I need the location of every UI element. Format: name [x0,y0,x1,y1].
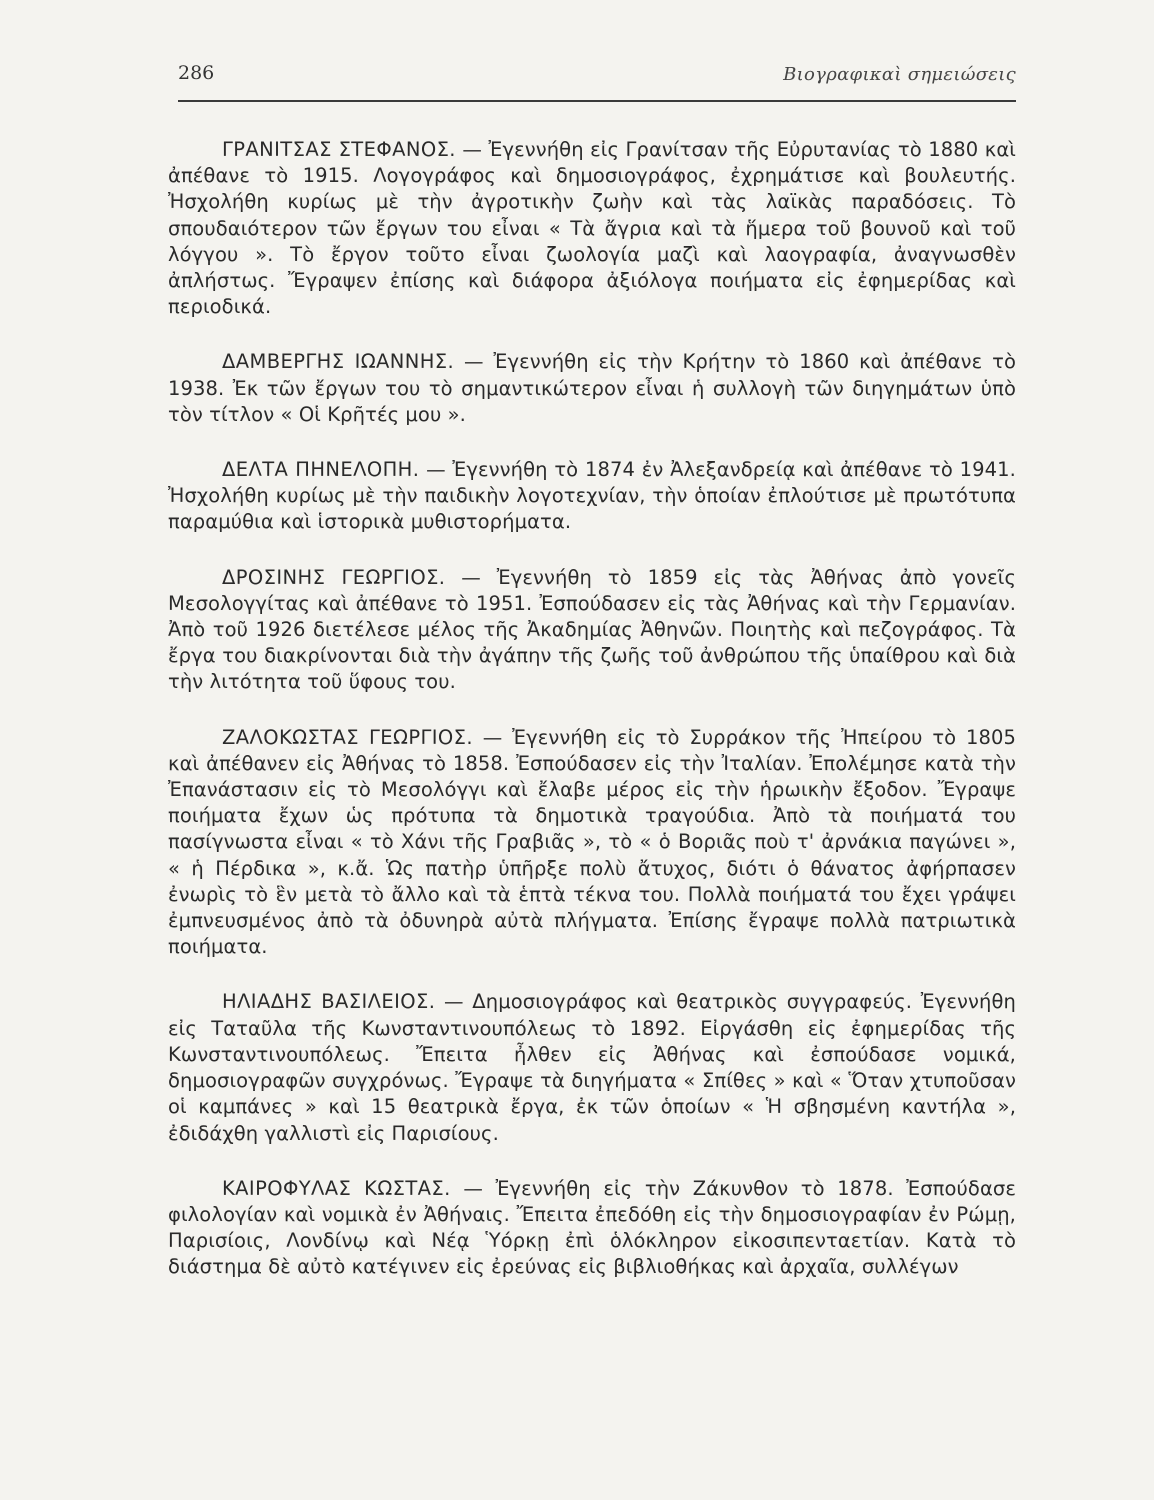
entry-text: — Ἐγεννήθη εἰς τὴν Κρήτην τὸ 1860 καὶ ἀπέθανε τὸ 1938. Ἐκ τῶν ἔργων του τὸ σημαντικώτερον εἶναι ἡ συλλογὴ τῶν διηγημάτων ὑπὸ τὸν τίτλον « Οἱ Κρῆτές μου ». [168,350,1016,426]
entry-damvergis [168,349,1016,428]
entry-name: ΓΡΑΝΙΤΣΑΣ ΣΤΕΦΑΝΟΣ. [222,138,456,161]
entry-text: — Ἐγεννήθη εἰς Γρανίτσαν τῆς Εὐρυτανίας τὸ 1880 καὶ ἀπέθανε τὸ 1915. Λογογράφος καὶ δημοσιογράφος, ἐχρημάτισε καὶ βουλευτής. Ἠσχολήθη κυρίως μὲ τὴν ἀγροτικὴν ζωὴν καὶ τὰς λαϊκὰς παραδόσεις. Τὸ σπουδαιότερον τῶν ἔργων του εἶναι « Τὰ ἄγρια καὶ τὰ ἥμερα τοῦ βουνοῦ καὶ τοῦ λόγγου ». Τὸ ἔργον τοῦτο εἶναι ζωολογία μαζὶ καὶ λαογραφία, ἀναγνωσθὲν ἀπλήστως. Ἔγραψεν ἐπίσης καὶ διάφορα ἀξιόλογα ποιήματα εἰς ἐφημερίδας καὶ περιοδικά. [168,138,1016,319]
entry-zalokostas [168,725,1016,961]
entry-text: — Ἐγεννήθη τὸ 1874 ἐν Ἀλεξανδρείᾳ καὶ ἀπέθανε τὸ 1941. Ἠσχολήθη κυρίως μὲ τὴν παιδικὴν λογοτεχνίαν, τὴν ὁποίαν ἐπλούτισε μὲ πρωτότυπα παραμύθια καὶ ἱστορικὰ μυθιστορήματα. [168,458,1016,534]
entry-name: ΗΛΙΑΔΗΣ ΒΑΣΙΛΕΙΟΣ. [222,990,436,1014]
page-header [178,62,1016,102]
entry-name: ΔΑΜΒΕΡΓΗΣ ΙΩΑΝΝΗΣ. [222,350,455,374]
entry-text: — Ἐγεννήθη εἰς τὸ Συρράκον τῆς Ἠπείρου τὸ 1805 καὶ ἀπέθανεν εἰς Ἀθήνας τὸ 1858. Ἐσπούδασεν εἰς τὴν Ἰταλίαν. Ἐπολέμησε κατὰ τὴν Ἐπανάστασιν εἰς τὸ Μεσολόγγι καὶ ἔλαβε μέρος εἰς τὴν ἡρωικὴν ἔξοδον. Ἔγραψε ποιήματα ἔχων ὡς πρότυπα τὰ δημοτικὰ τραγούδια. Ἀπὸ τὰ ποιήματά του πασίγνωστα εἶναι « τὸ Χάνι τῆς Γραβιᾶς », τὸ « ὁ Βοριᾶς ποὺ τ' ἀρνάκια παγώνει », « ἡ Πέρδικα », κ.ἄ. Ὡς πατὴρ ὑπῆρξε πολὺ ἄτυχος, διότι ὁ θάνατος ἀφήρπασεν ἐνωρὶς τὸ ἓν μετὰ τὸ ἄλλο καὶ τὰ ἑπτὰ τέκνα του. Πολλὰ ποιήματά του ἔχει γράψει ἐμπνευσμένος ἀπὸ τὰ ὀδυνηρὰ αὐτὰ πλήγματα. Ἐπίσης ἔγραψε πολλὰ πατριωτικὰ ποιήματα. [168,725,1016,959]
entry-iliadis [168,989,1016,1146]
entry-delta [168,457,1016,536]
entry-name: ΔΕΛΤΑ ΠΗΝΕΛΟΠΗ. [222,458,420,482]
running-title: Βιογραφικαὶ σημειώσεις [783,64,1016,85]
entry-name: ΔΡΟΣΙΝΗΣ ΓΕΩΡΓΙΟΣ. [222,565,446,589]
entry-name: ΚΑΙΡΟΦΥΛΑΣ ΚΩΣΤΑΣ. [222,1176,451,1200]
entry-text: — Ἐγεννήθη εἰς τὴν Ζάκυνθον τὸ 1878. Ἐσπούδασε φιλολογίαν καὶ νομικὰ ἐν Ἀθήναις. Ἔπειτα ἐπεδόθη εἰς τὴν δημοσιογραφίαν ἐν Ρώμῃ, Παρισίοις, Λονδίνῳ καὶ Νέᾳ Ὑόρκῃ ἐπὶ ὁλόκληρον εἰκοσιπενταετίαν. Κατὰ τὸ διάστημα δὲ αὐτὸ κατέγινεν εἰς ἐρεύνας εἰς βιβλιοθήκας καὶ ἀρχαῖα, συλλέγων [168,1176,1016,1279]
entry-text: — Ἐγεννήθη τὸ 1859 εἰς τὰς Ἀθήνας ἀπὸ γονεῖς Μεσολογγίτας καὶ ἀπέθανε τὸ 1951. Ἐσπούδασεν εἰς τὰς Ἀθήνας καὶ τὴν Γερμανίαν. Ἀπὸ τοῦ 1926 διετέλεσε μέλος τῆς Ἀκαδημίας Ἀθηνῶν. Ποιητὴς καὶ πεζογράφος. Τὰ ἔργα του διακρίνονται διὰ τὴν ἀγάπην τῆς ζωῆς τοῦ ἀνθρώπου τῆς ὑπαίθρου καὶ διὰ τὴν λιτότητα τοῦ ὕφους του. [168,565,1016,694]
entry-text: — Δημοσιογράφος καὶ θεατρικὸς συγγραφεύς. Ἐγεννήθη εἰς Ταταῦλα τῆς Κωνσταντινουπόλεως τὸ 1892. Εἰργάσθη εἰς ἐφημερίδας τῆς Κωνσταντινουπόλεως. Ἔπειτα ἦλθεν εἰς Ἀθήνας καὶ ἐσπούδασε νομικά, δημοσιογραφῶν συγχρόνως. Ἔγραψε τὰ διηγήματα « Σπίθες » καὶ « Ὅταν χτυποῦσαν οἱ καμπάνες » καὶ 15 θεατρικὰ ἔργα, ἐκ τῶν ὁποίων « Ἡ σβησμένη καντήλα », ἐδιδάχθη γαλλιστὶ εἰς Παρισίους. [168,990,1016,1145]
entry-name: ΖΑΛΟΚΩΣΤΑΣ ΓΕΩΡΓΙΟΣ. [222,725,473,749]
biographical-notes [168,137,1016,1310]
entry-drosinis [168,565,1016,696]
entry-granitsas [168,137,1016,320]
page-number: 286 [178,62,215,84]
entry-kairofylas [168,1176,1016,1281]
